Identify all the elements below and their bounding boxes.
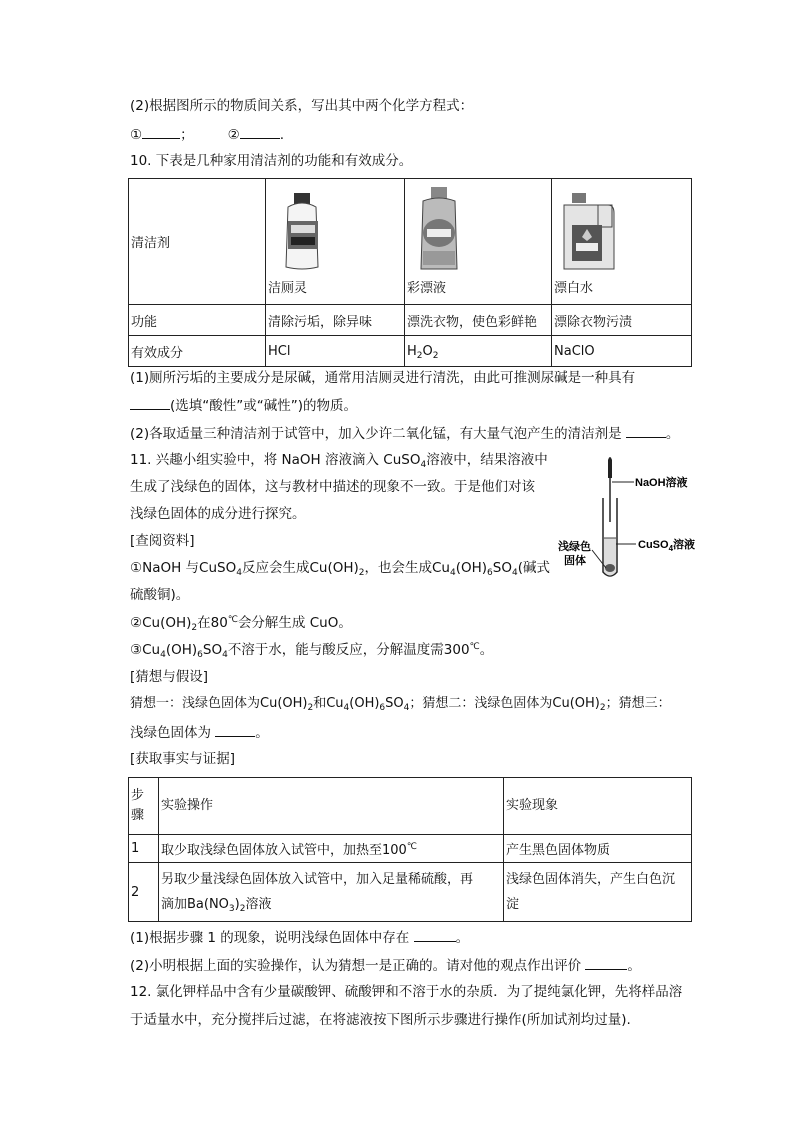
info1-line2: 硫酸铜)。 <box>130 587 190 603</box>
answer-blank[interactable] <box>626 424 666 438</box>
q11-sub2: (2)小明根据上面的实验操作，认为猜想一是正确的。请对他的观点作出评价 。 <box>130 958 641 974</box>
observation-cell: 产生黑色固体物质 <box>504 835 692 863</box>
section-hypo: [猜想与假设] <box>130 669 209 685</box>
header-operation: 实验操作 <box>159 778 504 835</box>
ingredient-cell: NaClO <box>552 336 692 367</box>
label-cuso4: CuSO$_4$溶液 <box>638 539 696 553</box>
hypo2: 浅绿色固体为 。 <box>130 725 269 741</box>
step-number: 1 <box>129 835 159 863</box>
bleach-jug-icon <box>558 191 628 271</box>
q11-intro3: 浅绿色固体的成分进行探究。 <box>130 506 306 522</box>
answer-blank[interactable] <box>142 125 180 139</box>
q11-sub1: (1)根据步骤 1 的现象，说明浅绿色固体中存在 。 <box>130 930 470 946</box>
q11-intro1: 11. 兴趣小组实验中，将 NaOH 溶液滴入 CuSO$_4$溶液中，结果溶液中 <box>130 452 548 470</box>
observation-cell: 浅绿色固体消失，产生白色沉 淀 <box>504 863 692 922</box>
section-info: [查阅资料] <box>130 533 195 549</box>
step-number: 2 <box>129 863 159 922</box>
q10-sub1-line1: (1)厕所污垢的主要成分是尿碱，通常用洁厕灵进行清洗，由此可推测尿碱是一种具有 <box>130 370 636 386</box>
q12-line1: 12. 氯化钾样品中含有少量碳酸钾、硫酸钾和不溶于水的杂质．为了提纯氯化钾，先将样品溶 <box>130 984 683 1000</box>
color-bleach-bottle-icon <box>413 185 473 271</box>
info3: $③Cu_4(OH)_6SO_4$不溶于水，能与酸反应，分解温度需300℃。 <box>130 642 494 660</box>
q9-blanks: ① ； ② . <box>130 127 285 143</box>
operation-cell: 另取少量浅绿色固体放入试管中，加入足量稀硫酸，再 滴加$Ba(NO_3)_2$溶液 <box>159 863 504 922</box>
operation-cell: 取少取浅绿色固体放入试管中，加热至100℃ <box>159 835 504 863</box>
toilet-cleaner-bottle-icon <box>274 191 334 271</box>
function-cell: 漂除衣物污渍 <box>552 305 692 336</box>
answer-blank[interactable] <box>585 956 627 970</box>
row-header-ingredient: 有效成分 <box>129 336 266 367</box>
q10-sub1-line2: (选填“酸性”或“碱性”)的物质。 <box>130 396 357 415</box>
label-solid-1: 浅绿色 <box>558 541 591 553</box>
answer-blank[interactable] <box>215 723 255 737</box>
experiment-table <box>128 777 692 922</box>
row-header-cleaner: 清洁剂 <box>129 179 266 305</box>
cleaner-table <box>128 178 692 367</box>
q9-line1: (2)根据图所示的物质间关系，写出其中两个化学方程式： <box>130 98 474 114</box>
product-cell-1: 洁厕灵 <box>266 179 405 305</box>
q11-intro2: 生成了浅绿色的固体，这与教材中描述的现象不一致。于是他们对该 <box>130 479 535 495</box>
q12-line2: 于适量水中，充分搅拌后过滤，在将滤液按下图所示步骤进行操作(所加试剂均过量). <box>130 1012 631 1028</box>
ingredient-cell: HCl <box>266 336 405 367</box>
label-solid-2: 固体 <box>564 555 586 567</box>
ingredient-cell: $H_2O_2$ <box>405 336 552 367</box>
answer-blank[interactable] <box>414 928 456 942</box>
row-header-function: 功能 <box>129 305 266 336</box>
function-cell: 漂洗衣物，使色彩鲜艳 <box>405 305 552 336</box>
header-step: 步 骤 <box>129 778 159 835</box>
product-cell-3: 漂白水 <box>552 179 692 305</box>
product-cell-2: 彩漂液 <box>405 179 552 305</box>
q10-stem: 10. 下表是几种家用清洁剂的功能和有效成分。 <box>130 153 413 169</box>
hypo1: 猜想一：浅绿色固体为$Cu(OH)_2$和$Cu_4(OH)_6SO_4$；猜想二：浅绿色固体为$Cu(OH)_2$；猜想三： <box>130 696 671 713</box>
info1: ①NaOH 与CuSO$_4$反应会生成$Cu(OH)_2$，也会生成$Cu_4(OH)_6SO_4$(碱式 <box>130 560 550 578</box>
function-cell: 清除污垢，除异味 <box>266 305 405 336</box>
test-tube-diagram <box>556 452 716 582</box>
header-observation: 实验现象 <box>504 778 692 835</box>
info2: $②Cu(OH)_2$在80℃会分解生成 CuO。 <box>130 615 352 633</box>
q10-sub2: (2)各取适量三种清洁剂于试管中，加入少许二氧化锰，有大量气泡产生的清洁剂是 。 <box>130 426 680 442</box>
answer-blank[interactable] <box>240 125 280 139</box>
section-facts: [获取事实与证据] <box>130 751 236 767</box>
answer-blank[interactable] <box>130 396 170 410</box>
label-naoh: NaOH溶液 <box>635 477 688 489</box>
